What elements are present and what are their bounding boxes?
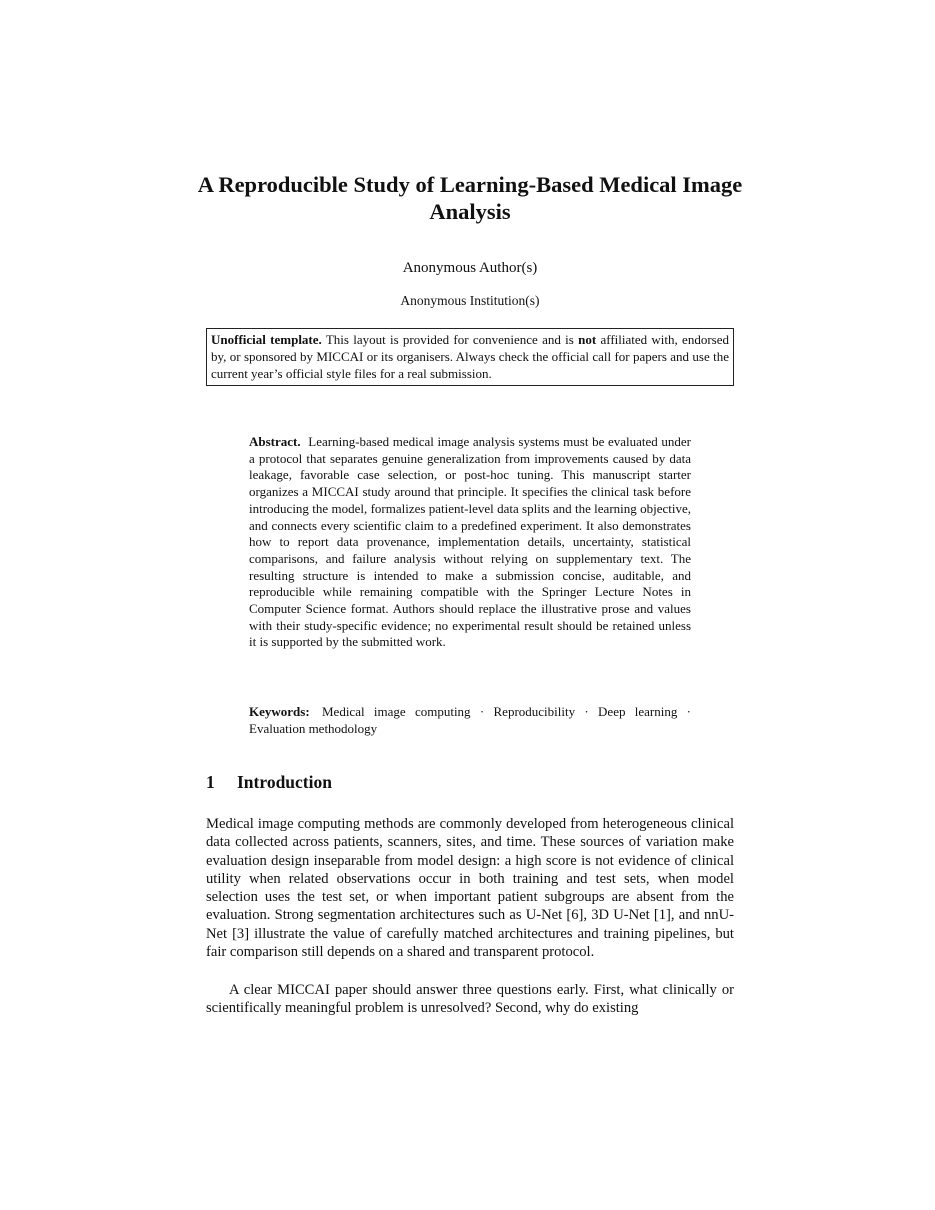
section-number: 1: [206, 772, 215, 792]
intro-paragraph-1: Medical image computing methods are commonly developed from heterogeneous clinical data collected across patients, scanners, sites, and time. These sources of variation make evaluation design inseparable from model design: a high score is not evidence of clinical utility when related observations occur in both training and test sets, when model selection uses the test set, or when important patient subgroups are absent from the evaluation. Strong segmentation architectures such as U-Net [6], 3D U-Net [1], and nnU-Net [3] illustrate the value of carefully matched architectures and training pipelines, but fair comparison still depends on a shared and transparent protocol.: [206, 816, 734, 960]
section-title: Introduction: [237, 772, 332, 792]
paper-title: A Reproducible Study of Learning-Based Medical Image Analysis: [197, 172, 743, 224]
institution-line: Anonymous Institution(s): [400, 293, 540, 308]
keywords: [249, 703, 691, 737]
author-line: Anonymous Author(s): [402, 260, 538, 276]
notice-text-after: affiliated with, endorsed by, or sponsored by MICCAI or its organisers. Always check the official call for papers and use the current year’s official style files for a real submission.: [211, 332, 729, 381]
unofficial-template-notice: [206, 328, 734, 386]
abstract: [249, 434, 691, 651]
abstract-text: Learning-based medical image analysis systems must be evaluated under a protocol that separates genuine generalization from improvements caused by data leakage, favorable case selection, or post-hoc tuning. This manuscript starter organizes a MICCAI study around that principle. It specifies the clinical task before introducing the model, formalizes patient-level data splits and the learning objective, and connects every scientific claim to a predefined experiment. It also demonstrates how to report data provenance, implementation details, uncertainty, statistical comparisons, and failure analysis without relying on supplementary text. The resulting structure is intended to make a submission concise, auditable, and reproducible while remaining compatible with the Springer Lecture Notes in Computer Science format. Authors should replace the illustrative prose and values with their study-specific evidence; no experimental result should be retained unless it is supported by the submitted work.: [249, 434, 691, 650]
section-heading-introduction: [206, 771, 332, 793]
notice-bold-lead: Unofficial template.: [211, 332, 322, 347]
keywords-label: Keywords:: [249, 704, 310, 719]
keywords-text: Medical image computing · Reproducibility · Deep learning · Evaluation methodology: [249, 704, 691, 736]
abstract-label: Abstract.: [249, 434, 301, 449]
intro-paragraph-2: A clear MICCAI paper should answer three questions early. First, what clinically or scientifically meaningful problem is unresolved? Second, why do existing: [206, 982, 734, 1017]
notice-not-word: not: [578, 332, 597, 347]
notice-text-before: This layout is provided for convenience and is: [325, 332, 574, 347]
